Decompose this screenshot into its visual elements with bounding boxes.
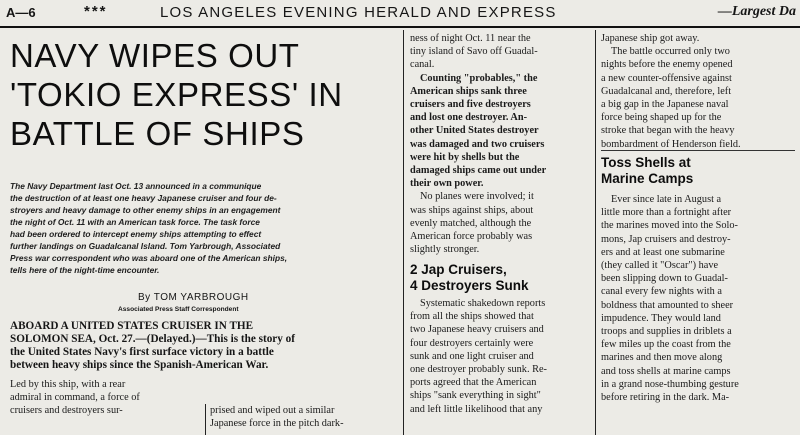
text-line: force being shaped up for the: [601, 112, 722, 124]
text-line: No planes were involved; it: [420, 191, 534, 203]
intro-line: the destruction of at least one heavy Japanese cruiser and four de-: [10, 193, 277, 203]
subhead-line: 4 Destroyers Sunk: [410, 278, 529, 293]
intro-line: had been ordered to intercept enemy ships attempting to effect: [10, 229, 262, 239]
edition-stars: ***: [84, 3, 108, 20]
column-3-text: [410, 32, 592, 256]
text-line: (they called it "Oscar") have: [601, 260, 719, 272]
text-line: Counting "probables," the: [420, 72, 538, 84]
column-rule-2: [595, 30, 596, 435]
text-line: Led by this ship, with a rear: [10, 379, 126, 390]
text-line: Japanese ship got away.: [601, 33, 700, 44]
dateline-line: ABOARD A UNITED STATES CRUISER IN THE: [10, 320, 254, 332]
column-rule-1: [403, 30, 404, 435]
dateline-line: between heavy ships since the Spanish-American War.: [10, 359, 269, 371]
text-line: nights before the enemy opened: [601, 59, 733, 71]
text-line: boldness that amounted to sheer: [601, 299, 734, 311]
dateline-line: the United States Navy's first surface victory in a battle: [10, 346, 274, 358]
text-line: cruisers and destroyers sur-: [10, 405, 123, 417]
text-line: admiral in command, a force of: [10, 392, 140, 404]
text-line: two Japanese heavy cruisers and: [410, 324, 544, 336]
text-line: in a grand nose-thumbing gesture: [601, 378, 739, 390]
text-line: ers and at least one submarine: [601, 246, 725, 258]
text-line: a new counter-offensive against: [601, 72, 732, 84]
text-line: sunk and one light cruiser and: [410, 350, 534, 362]
text-line: was damaged and two cruisers: [410, 138, 545, 150]
text-line: was ships against ships, about: [410, 204, 534, 216]
column-4-text-cont: [601, 193, 797, 404]
text-line: marines and then move along: [601, 352, 723, 364]
text-line: impudence. They would land: [601, 312, 721, 324]
text-line: ships "sank everything in sight": [410, 390, 541, 402]
masthead-tagline: —Largest Da: [717, 4, 796, 19]
dateline-lead: [10, 320, 402, 372]
intro-line: tells here of the night-time encounter.: [10, 265, 160, 275]
subhead-jap-cruisers: [410, 262, 592, 294]
page-number: A—6: [6, 5, 36, 20]
text-line: one destroyer probably sunk. Re-: [410, 364, 547, 376]
column-1-text: [10, 378, 202, 418]
text-line: American force probably was: [410, 231, 533, 243]
text-line: and left little likelihood that any: [410, 403, 543, 415]
byline-affiliation: Associated Press Staff Correspondent: [118, 306, 239, 313]
headline-line: NAVY WIPES OUT: [10, 37, 300, 74]
text-line: Guadalcanal and, therefore, left: [601, 85, 732, 97]
masthead-rule: [0, 26, 800, 28]
intro-summary: [10, 180, 400, 276]
text-line: been slipping down to Guadal-: [601, 273, 728, 285]
text-line: before retiring in the dark. Ma-: [601, 392, 730, 404]
newspaper-name: LOS ANGELES EVENING HERALD AND EXPRESS: [160, 4, 557, 21]
text-line: troops and supplies in driblets a: [601, 326, 732, 338]
byline: By TOM YARBROUGH: [138, 292, 249, 303]
text-line: Ever since late in August a: [611, 194, 722, 205]
text-line: cruisers and five destroyers: [410, 99, 531, 111]
text-line: the marines moved into the Solo-: [601, 220, 738, 232]
column-rule-lead: [205, 404, 206, 435]
intro-line: stroyers and heavy damage to other enemy ships in an engagement: [10, 205, 281, 215]
text-line: tiny island of Savo off Guadal-: [410, 46, 538, 58]
text-line: ness of night Oct. 11 near the: [410, 33, 531, 44]
subhead-line: Toss Shells at: [601, 155, 691, 170]
text-line: ports agreed that the American: [410, 377, 537, 389]
text-line: The battle occurred only two: [611, 46, 730, 58]
text-line: a big gap in the Japanese naval: [601, 99, 729, 111]
text-line: four destroyers certainly were: [410, 337, 534, 349]
text-line: their own power.: [410, 178, 484, 190]
text-line: bombardment of Henderson field.: [601, 138, 741, 150]
subhead-line: Marine Camps: [601, 171, 694, 186]
column-2-text: [210, 404, 402, 430]
text-line: and toss shells at marine camps: [601, 365, 731, 377]
subhead-rule: [601, 150, 795, 151]
subhead-toss-shells: [601, 155, 795, 187]
headline-line: BATTLE OF SHIPS: [10, 115, 305, 152]
masthead: [0, 0, 800, 26]
text-line: Japanese force in the pitch dark-: [210, 418, 344, 430]
text-line: from all the ships showed that: [410, 311, 534, 323]
text-line: evenly matched, although the: [410, 217, 532, 229]
text-line: stroke that began with the heavy: [601, 125, 735, 137]
text-line: and lost one destroyer. An-: [410, 112, 527, 124]
intro-line: further landings on Guadalcanal Island. Tom Yarbrough, Associated: [10, 241, 281, 251]
text-line: few miles up the coast from the: [601, 339, 731, 351]
text-line: prised and wiped out a similar: [210, 405, 335, 416]
text-line: American ships sank three: [410, 85, 527, 97]
intro-line: the night of Oct. 11 with an American task force. The task force: [10, 217, 260, 227]
subhead-line: 2 Jap Cruisers,: [410, 262, 507, 277]
intro-line: The Navy Department last Oct. 13 announced in a communique: [10, 181, 262, 191]
text-line: other United States destroyer: [410, 125, 539, 137]
text-line: little more than a fortnight after: [601, 207, 732, 219]
text-line: were hit by shells but the: [410, 151, 520, 163]
text-line: mons, Jap cruisers and destroy-: [601, 233, 731, 245]
intro-line: Press war correspondent who was aboard one of the American ships,: [10, 253, 288, 263]
text-line: slightly stronger.: [410, 244, 480, 256]
text-line: canal every few nights with a: [601, 286, 722, 298]
dateline-line: SOLOMON SEA, Oct. 27.—(Delayed.)—This is the story of: [10, 333, 295, 345]
column-4-text: [601, 32, 797, 151]
text-line: canal.: [410, 59, 435, 71]
headline: [10, 36, 400, 153]
headline-line: 'TOKIO EXPRESS' IN: [10, 76, 343, 113]
text-line: damaged ships came out under: [410, 165, 547, 177]
column-3-text-cont: [410, 297, 592, 416]
text-line: Systematic shakedown reports: [420, 298, 546, 309]
